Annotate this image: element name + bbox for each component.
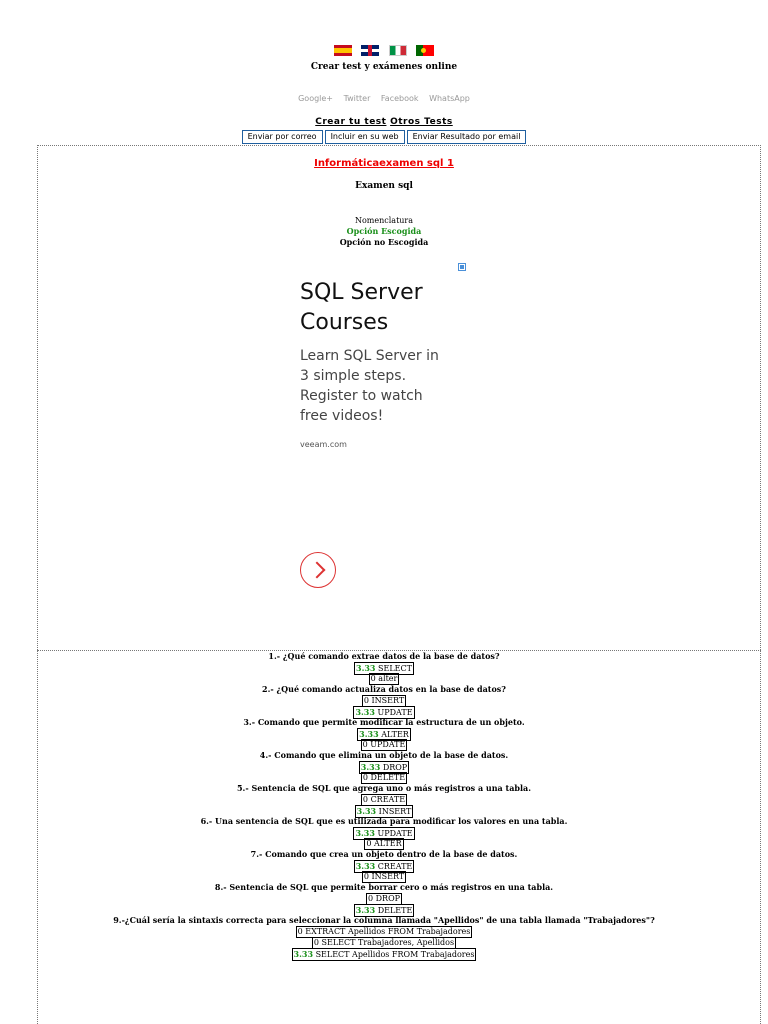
answer-text: DELETE [377,906,413,915]
question-text: 9.-¿Cuál sería la sintaxis correcta para seleccionar la columna llamada "Apellidos" de una tabla llamada "Trabajadores"? [113,915,655,925]
answer-text: INSERT [378,807,412,816]
answer-score: 3.33 [356,806,377,816]
answer-row [0,728,768,739]
answer-row [0,893,768,904]
answer-score: 3.33 [360,762,381,772]
answer-score: 3.33 [355,707,375,717]
question-text: 3.- Comando que permite modificar la estructura de un objeto. [243,717,525,727]
answer-text: SELECT Trabajadores, Apellidos [321,938,455,947]
answer-row [0,673,768,684]
answer-score: 0 [313,938,319,947]
twitter-link[interactable]: Twitter [343,94,371,103]
answer-score: 3.33 [355,905,376,915]
answer-score: 0 [370,674,376,683]
answer-text: INSERT [371,872,405,881]
answer-score: 0 [362,773,368,782]
facebook-link[interactable]: Facebook [380,94,419,103]
answer-row [0,937,768,948]
question-text: 8.- Sentencia de SQL que permite borrar cero o más registros en una tabla. [214,882,554,892]
whatsapp-link[interactable]: WhatsApp [429,94,470,103]
answer-text: ALTER [381,730,409,739]
answer-row [0,838,768,849]
answer-score: 3.33 [356,663,376,673]
answer-text: DROP [375,894,401,903]
answer-score: 0 [366,839,372,848]
answer-text: INSERT [371,696,405,705]
italian-flag-icon[interactable] [389,45,407,56]
ad-body: Learn SQL Server in 3 simple steps. Register to watch free videos! [300,348,439,424]
answer-text: EXTRACT Apellidos FROM Trabajadores [305,927,471,936]
answer-score: 0 [362,795,369,804]
answer-row [0,695,768,706]
answer-text: CREATE [377,862,413,871]
adchoices-icon[interactable] [458,263,466,271]
answer-row [0,706,768,717]
top-links [0,117,768,127]
google-plus-link[interactable]: Google+ [298,94,334,103]
answer-option [292,948,477,961]
language-flags [0,45,768,57]
english-flag-icon[interactable] [361,45,379,56]
question-text: 6.- Una sentencia de SQL que es utilizada para modificar los valores en una tabla. [200,816,568,826]
answer-row [0,772,768,783]
answer-score: 0 [363,696,369,705]
answer-score: 3.33 [355,828,375,838]
legend [0,215,768,248]
answer-text: DELETE [370,773,406,782]
answer-row [0,761,768,772]
spanish-flag-icon[interactable] [334,45,352,56]
answer-score: 0 [363,872,369,881]
question-text: 7.- Comando que crea un objeto dentro de la base de datos. [250,849,518,859]
embed-in-web-button[interactable]: Incluir en su web [325,130,405,144]
ad-headline[interactable]: SQL Server Courses [300,280,423,335]
portuguese-flag-icon[interactable] [416,45,434,56]
answer-score: 3.33 [359,729,379,739]
answer-row [0,860,768,871]
answer-score: 0 [362,740,368,749]
answer-score: 0 [297,927,303,936]
site-tagline: Crear test y exámenes online [310,62,458,72]
quiz-list [0,651,768,959]
legend-nomenclature: Nomenclatura [354,216,414,225]
answer-row [0,926,768,937]
question-text: 5.- Sentencia de SQL que agrega uno o más registros a una tabla. [236,783,531,793]
answer-score: 0 [367,894,374,903]
answer-score: 3.33 [355,861,376,871]
answer-row [0,662,768,673]
answer-text: UPDATE [377,829,413,838]
question-text: 1.- ¿Qué comando extrae datos de la base de datos? [268,651,500,661]
answer-row [0,739,768,750]
answer-row [0,871,768,882]
send-result-button[interactable]: Enviar Resultado por email [407,130,527,144]
answer-text: UPDATE [370,740,406,749]
chevron-right-icon[interactable] [300,552,336,588]
answer-text: alter [378,674,398,683]
answer-text: UPDATE [377,708,413,717]
question-text: 4.- Comando que elimina un objeto de la base de datos. [259,750,509,760]
ad-url[interactable]: veeam.com [300,440,347,449]
other-tests-link[interactable]: Otros Tests [390,117,453,127]
exam-subtitle: Examen sql [355,181,413,191]
answer-row [0,827,768,838]
share-buttons [0,130,768,144]
answer-row [0,794,768,805]
answer-row [0,805,768,816]
answer-text: SELECT Apellidos FROM Trabajadores [315,950,475,959]
advertisement[interactable] [300,278,440,449]
question-text: 2.- ¿Qué comando actualiza datos en la base de datos? [262,684,506,694]
legend-chosen: Opción Escogida [346,226,422,236]
test-title-link[interactable]: Informáticaexamen sql 1 [314,158,454,169]
create-test-link[interactable]: Crear tu test [315,117,387,127]
answer-row [0,904,768,915]
legend-not-chosen: Opción no Escogida [339,237,429,247]
answer-text: ALTER [374,839,402,848]
answer-text: CREATE [370,795,406,804]
answer-text: DROP [382,763,408,772]
answer-text: SELECT [378,664,412,673]
answer-score: 3.33 [293,949,314,959]
social-links [0,94,768,103]
send-by-email-button[interactable]: Enviar por correo [242,130,323,144]
answer-row [0,948,768,959]
